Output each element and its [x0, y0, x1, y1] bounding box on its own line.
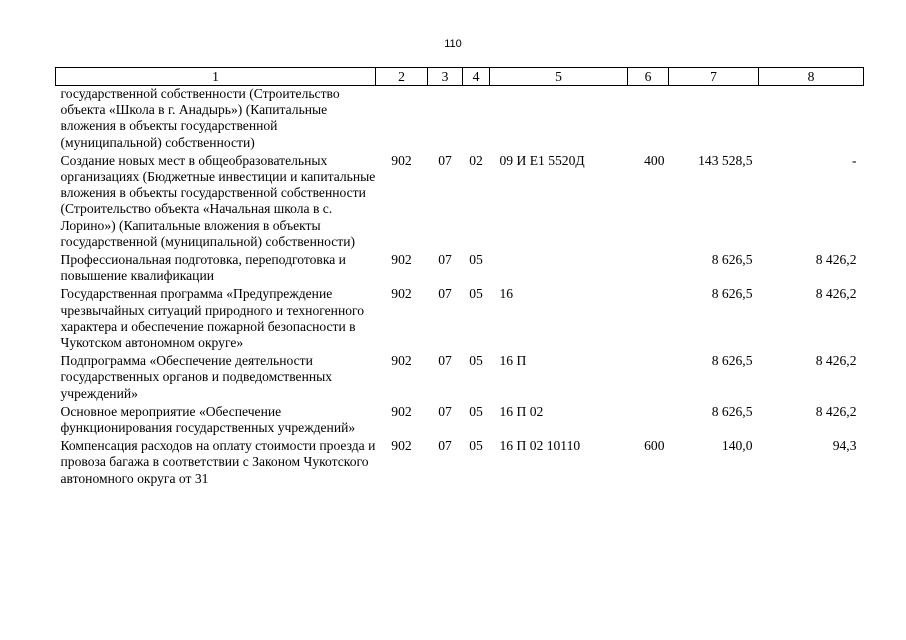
subsection-code: 05 — [469, 438, 483, 454]
amount-col8: 8 426,2 — [815, 353, 857, 369]
row-name: Создание новых мест в общеобразовательных организациях (Бюджетные инвестиции и капитальные вложения в объекты государственной собственности (Строительство объекта «Начальная школа в с. Лорино») (Капитальные вложения в объекты государственной (муниципальной) собственности) — [60, 152, 376, 249]
expense-type-code — [628, 252, 669, 286]
table-row — [56, 404, 864, 438]
table-row — [56, 153, 864, 252]
section-code: 07 — [438, 286, 452, 302]
section-code: 07 — [438, 152, 452, 168]
column-header: 2 — [376, 68, 428, 86]
table-body — [56, 86, 864, 489]
table-row — [56, 286, 864, 353]
grbs-code: 902 — [391, 286, 412, 302]
subsection-code: 05 — [469, 286, 483, 302]
grbs-code: 902 — [391, 403, 412, 419]
amount-col7: 143 528,5 — [698, 152, 753, 168]
grbs-code — [376, 86, 428, 153]
row-name: государственной собственности (Строительство объекта «Школа в г. Анадырь») (Капитальные вложения в объекты государственной (муниципальной) собственности) — [60, 86, 340, 150]
grbs-code: 902 — [391, 252, 412, 268]
target-article-code: 16 П — [499, 353, 527, 369]
row-name: Компенсация расходов на оплату стоимости проезда и провоза багажа в соответствии с Законом Чукотского автономного округа от 31 — [60, 438, 376, 486]
section-code: 07 — [438, 353, 452, 369]
amount-col7: 140,0 — [721, 438, 753, 454]
section-code — [428, 86, 463, 153]
column-header: 4 — [463, 68, 490, 86]
expense-type-code: 600 — [644, 438, 665, 454]
header-row — [56, 68, 864, 86]
row-name: Основное мероприятие «Обеспечение функционирования государственных учреждений» — [60, 403, 356, 436]
section-code: 07 — [438, 438, 452, 454]
column-header: 1 — [56, 68, 376, 86]
amount-col7: 8 626,5 — [711, 403, 753, 419]
section-code: 07 — [438, 403, 452, 419]
subsection-code: 02 — [469, 152, 483, 168]
amount-col7: 8 626,5 — [711, 252, 753, 268]
subsection-code: 05 — [469, 252, 483, 268]
amount-col8: - — [851, 152, 857, 168]
grbs-code: 902 — [391, 438, 412, 454]
amount-col7: 8 626,5 — [711, 353, 753, 369]
target-article-code — [490, 252, 628, 286]
target-article-code: 16 П 02 10110 — [499, 438, 581, 454]
target-article-code: 16 П 02 — [499, 403, 544, 419]
amount-col8: 8 426,2 — [815, 252, 857, 268]
table-row — [56, 252, 864, 286]
column-header: 6 — [628, 68, 669, 86]
grbs-code: 902 — [391, 152, 412, 168]
column-header: 8 — [759, 68, 864, 86]
amount-col8: 8 426,2 — [815, 403, 857, 419]
row-name: Государственная программа «Предупреждение чрезвычайных ситуаций природного и техногенного характера и обеспечение пожарной безопасности в Чукотском автономном округе» — [60, 286, 365, 351]
expense-type-code — [628, 286, 669, 353]
subsection-code: 05 — [469, 403, 483, 419]
subsection-code — [463, 86, 490, 153]
column-header: 5 — [490, 68, 628, 86]
row-name: Подпрограмма «Обеспечение деятельности государственных органов и подведомственных учреждений» — [60, 353, 333, 401]
table-row — [56, 86, 864, 153]
table-row — [56, 438, 864, 489]
amount-col7 — [669, 86, 759, 153]
amount-col7: 8 626,5 — [711, 286, 753, 302]
expense-type-code — [628, 86, 669, 153]
target-article-code: 16 — [499, 286, 514, 302]
amount-col8 — [759, 86, 864, 153]
column-header: 7 — [669, 68, 759, 86]
amount-col8: 94,3 — [832, 438, 857, 454]
expense-type-code: 400 — [644, 152, 665, 168]
subsection-code: 05 — [469, 353, 483, 369]
budget-table — [55, 67, 864, 489]
table-row — [56, 353, 864, 404]
column-header: 3 — [428, 68, 463, 86]
grbs-code: 902 — [391, 353, 412, 369]
section-code: 07 — [438, 252, 452, 268]
row-name: Профессиональная подготовка, переподготовка и повышение квалификации — [60, 252, 346, 284]
expense-type-code — [628, 353, 669, 404]
page-number: 110 — [444, 38, 462, 50]
amount-col8: 8 426,2 — [815, 286, 857, 302]
target-article-code: 09 И Е1 5520Д — [499, 152, 585, 168]
expense-type-code — [628, 404, 669, 438]
target-article-code — [490, 86, 628, 153]
